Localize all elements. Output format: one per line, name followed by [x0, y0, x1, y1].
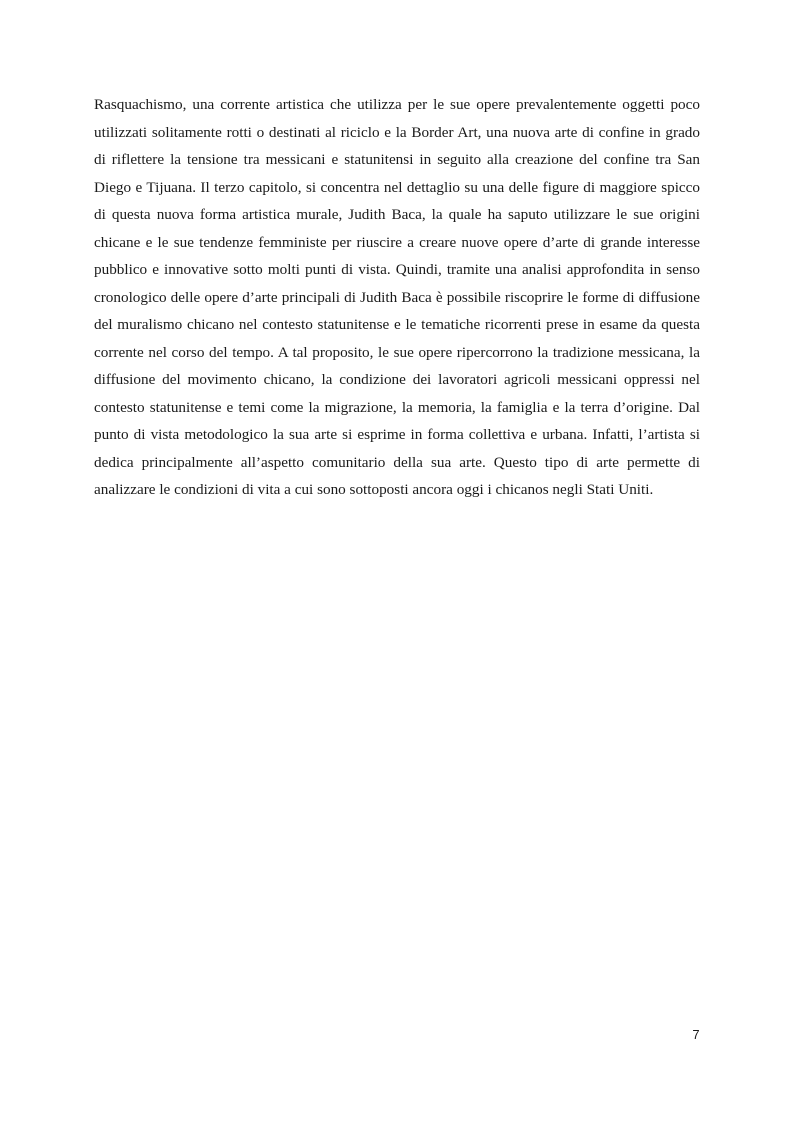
- page-number: 7: [692, 1027, 700, 1042]
- body-paragraph: Rasquachismo, una corrente artistica che utilizza per le sue opere prevalentemente oggetti poco utilizzati solitamente rotti o destinati al riciclo e la Border Art, una nuova arte di confine in grado di riflettere la tensione tra messicani e statunitensi in seguito alla creazione del confine tra San Diego e Tijuana. Il terzo capitolo, si concentra nel dettaglio su una delle figure di maggiore spicco di questa nuova forma artistica murale, Judith Baca, la quale ha saputo utilizzare le sue origini chicane e le sue tendenze femministe per riuscire a creare nuove opere d’arte di grande interesse pubblico e innovative sotto molti punti di vista. Quindi, tramite una analisi approfondita in senso cronologico delle opere d’arte principali di Judith Baca è possibile riscoprire le forme di diffusione del muralismo chicano nel contesto statunitense e le tematiche ricorrenti prese in esame da questa corrente nel corso del tempo. A tal proposito, le sue opere ripercorrono la tradizione messicana, la diffusione del movimento chicano, la condizione dei lavoratori agricoli messicani oppressi nel contesto statunitense e temi come la migrazione, la memoria, la famiglia e la terra d’origine. Dal punto di vista metodologico la sua arte si esprime in forma collettiva e urbana. Infatti, l’artista si dedica principalmente all’aspetto comunitario della sua arte. Questo tipo di arte permette di analizzare le condizioni di vita a cui sono sottoposti ancora oggi i chicanos negli Stati Uniti.: [94, 96, 700, 498]
